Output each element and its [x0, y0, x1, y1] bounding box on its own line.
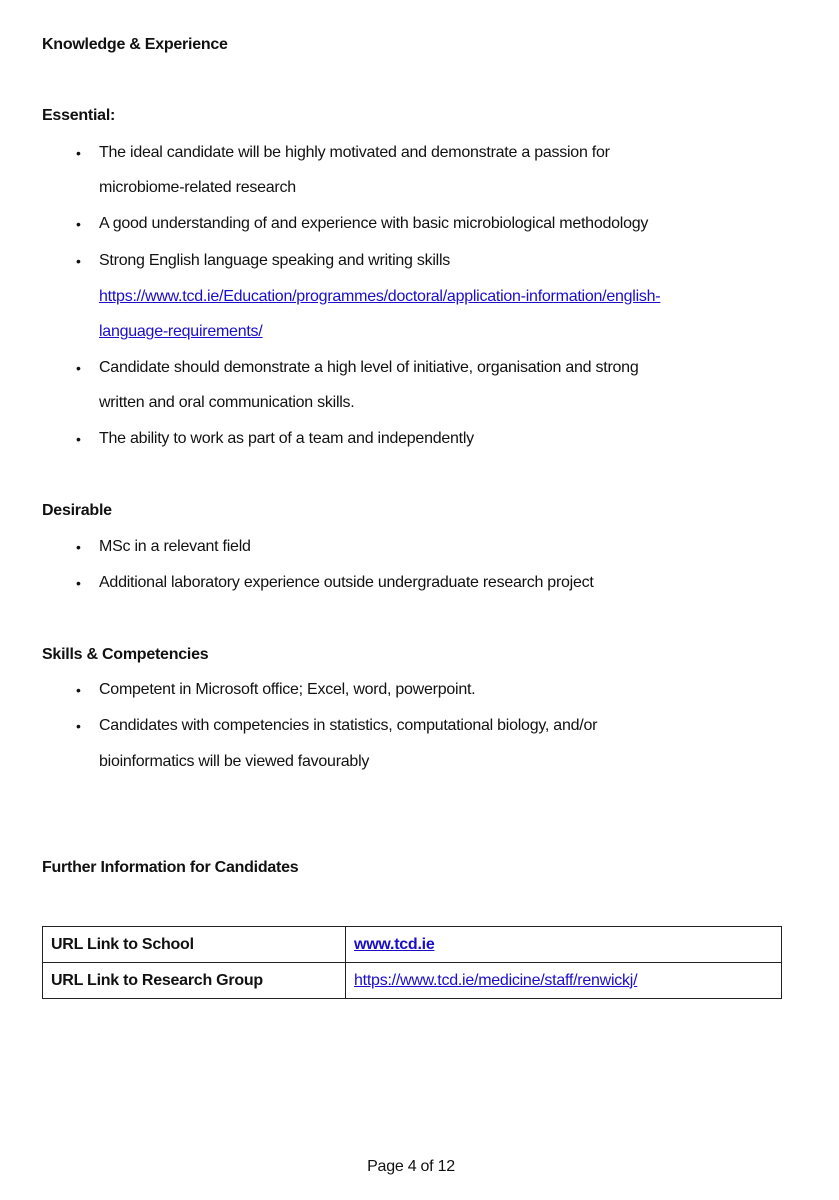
english-requirements-link[interactable]: https://www.tcd.ie/Education/programmes/doctoral/application-information/english- [99, 288, 661, 305]
bullet-icon: • [76, 539, 81, 555]
list-item-text: MSc in a relevant field [99, 538, 251, 555]
further-info-heading: Further Information for Candidates [42, 859, 299, 876]
bullet-icon: • [76, 575, 81, 591]
row-label: URL Link to Research Group [43, 963, 346, 999]
list-item-text: Candidate should demonstrate a high level of initiative, organisation and strong [99, 359, 639, 376]
section-heading-knowledge: Knowledge & Experience [42, 36, 228, 53]
list-item-text: microbiome-related research [99, 179, 296, 196]
bullet-icon: • [76, 216, 81, 232]
list-item-text: Strong English language speaking and writing skills [99, 252, 451, 269]
row-label: URL Link to School [43, 927, 346, 963]
bullet-icon: • [76, 145, 81, 161]
table-row [43, 927, 782, 963]
row-value [346, 927, 782, 963]
table-row [43, 963, 782, 999]
page-number: Page 4 of 12 [367, 1158, 455, 1175]
bullet-icon: • [76, 682, 81, 698]
list-item-text: Competent in Microsoft office; Excel, word, powerpoint. [99, 681, 476, 698]
row-value [346, 963, 782, 999]
school-link[interactable]: www.tcd.ie [354, 935, 435, 953]
research-group-link[interactable]: https://www.tcd.ie/medicine/staff/renwickj/ [354, 971, 638, 989]
list-item-text: Additional laboratory experience outside undergraduate research project [99, 574, 594, 591]
list-item-text: written and oral communication skills. [99, 394, 355, 411]
links-table [42, 926, 782, 999]
list-item-text: The ideal candidate will be highly motivated and demonstrate a passion for [99, 144, 610, 161]
list-item-text: The ability to work as part of a team and independently [99, 430, 474, 447]
bullet-icon: • [76, 718, 81, 734]
bullet-icon: • [76, 253, 81, 269]
skills-heading: Skills & Competencies [42, 646, 209, 663]
list-item-text: A good understanding of and experience with basic microbiological methodology [99, 215, 649, 232]
bullet-icon: • [76, 360, 81, 376]
desirable-heading: Desirable [42, 502, 112, 519]
bullet-icon: • [76, 431, 81, 447]
list-item-text: bioinformatics will be viewed favourably [99, 753, 370, 770]
list-item-text: Candidates with competencies in statistics, computational biology, and/or [99, 717, 598, 734]
essential-heading: Essential: [42, 107, 116, 124]
english-requirements-link-cont[interactable]: language-requirements/ [99, 323, 263, 340]
